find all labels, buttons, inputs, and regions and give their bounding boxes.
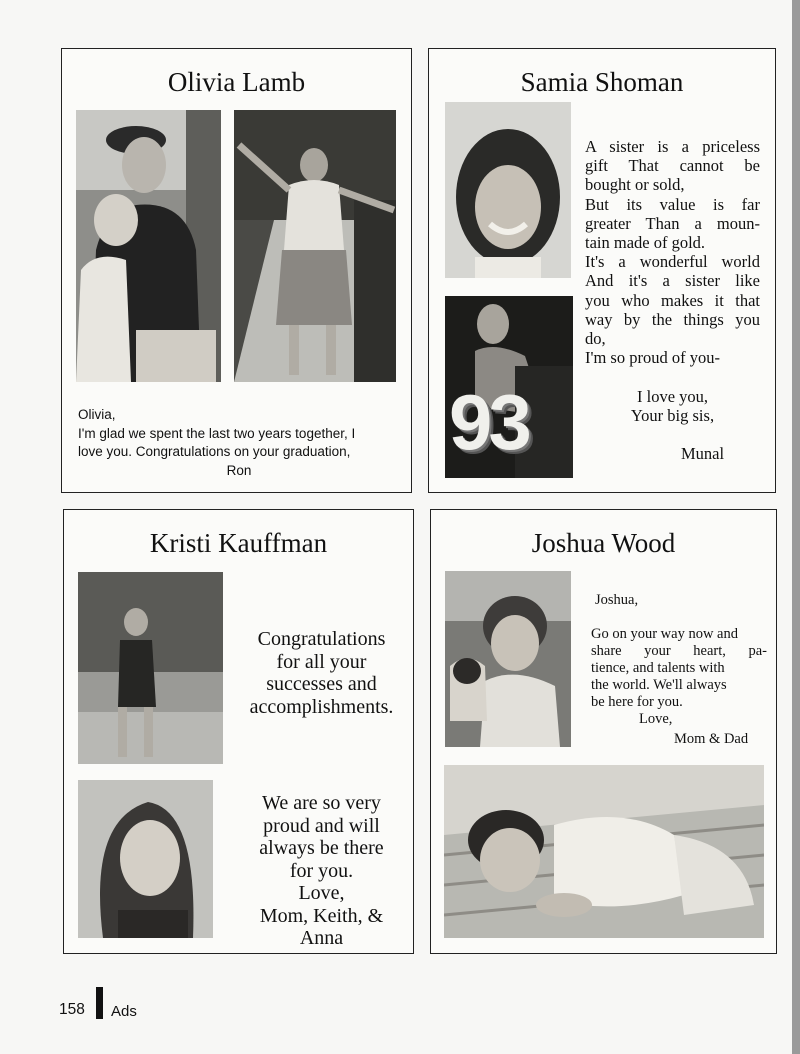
couple-photo: [76, 110, 221, 382]
section-label: Ads: [111, 1003, 137, 1020]
sister-signature: Munal: [681, 444, 725, 463]
message-signature: Ron: [226, 462, 252, 478]
poem-line: But its value is far: [585, 194, 760, 214]
outdoor-walkway-photo: [234, 110, 396, 382]
olivia-message: [78, 406, 400, 480]
message-line: Love,: [298, 882, 345, 904]
running-photo: [78, 572, 223, 764]
message-line: successes and: [266, 673, 377, 695]
panel-joshua-wood: [430, 509, 777, 954]
footer-bar: [96, 987, 103, 1019]
poem-line: bought or sold,: [585, 175, 685, 195]
message-line: proud and will: [263, 814, 380, 837]
senior-portrait-photo: [78, 780, 213, 938]
message-line: Congratulations: [257, 628, 386, 650]
joshua-greeting: Joshua,: [595, 592, 639, 608]
message-line: for you.: [289, 859, 354, 882]
message-line: the world. We'll always: [591, 677, 727, 693]
panel-olivia-lamb: [61, 48, 412, 493]
poem-line: It's a wonderful world: [585, 252, 760, 272]
message-line: Olivia,: [78, 407, 116, 422]
closing-line: Your big sis,: [630, 406, 715, 426]
message-line: accomplishments.: [249, 695, 394, 718]
panel-title: Kristi Kauffman: [149, 528, 328, 558]
badge-93: 93: [449, 378, 528, 466]
message-line: for all your: [276, 650, 367, 673]
closing-line: I love you,: [636, 387, 709, 406]
poem-line: you who makes it that: [585, 290, 760, 310]
poem-line: way by the things you: [585, 309, 760, 329]
child-with-cat-photo: [445, 571, 571, 747]
message-line: Go on your way now and: [591, 626, 738, 642]
poem-line: tain made of gold.: [585, 233, 706, 253]
message-line: always be there: [259, 837, 384, 859]
poem-line: greater Than a moun-: [585, 213, 760, 233]
poem-line: gift That cannot be: [585, 156, 760, 176]
panel-kristi-kauffman: [63, 509, 414, 954]
panel-title: Samia Shoman: [520, 67, 684, 97]
message-line: love you. Congratulations on your graduation,: [78, 444, 351, 459]
message-line: I'm glad we spent the last two years together, I: [78, 425, 356, 441]
poem-line: do,: [585, 329, 606, 349]
poem-line: And it's a sister like: [585, 271, 760, 291]
panel-title: Joshua Wood: [531, 528, 676, 558]
message-line: Anna: [299, 927, 344, 949]
message-line: share your heart, pa-: [591, 643, 767, 659]
page-edge: [792, 0, 800, 1054]
poem-line: I'm so proud of you-: [585, 348, 720, 368]
sister-closing: [585, 387, 760, 425]
message-line: be here for you.: [591, 694, 683, 710]
joshua-signature: Mom & Dad: [674, 731, 749, 747]
portrait-photo: [445, 102, 571, 278]
panel-samia-shoman: [428, 48, 776, 493]
baby-photo: [444, 765, 764, 938]
message-line: We are so very: [262, 792, 381, 814]
message-line: Mom, Keith, &: [259, 904, 384, 927]
panel-title: Olivia Lamb: [167, 67, 306, 97]
joshua-love: Love,: [639, 711, 673, 727]
kristi-message-2: [234, 792, 409, 950]
message-line: tience, and talents with: [591, 660, 725, 676]
page-number: 158: [59, 1001, 85, 1018]
sister-poem: [585, 137, 760, 367]
poem-line: A sister is a priceless: [585, 137, 760, 156]
kristi-message-1: [234, 628, 409, 718]
joshua-message: [591, 626, 767, 711]
